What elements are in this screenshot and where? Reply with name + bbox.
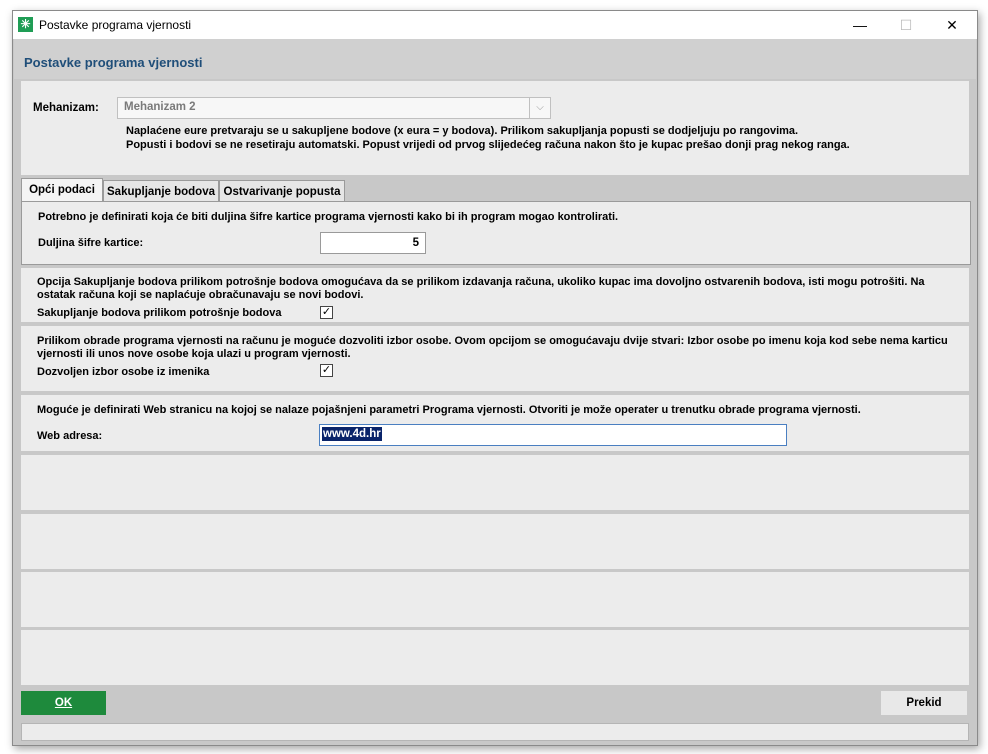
card-length-input[interactable]: 5 xyxy=(320,232,426,254)
person-checkbox-label: Dozvoljen izbor osobe iz imenika xyxy=(37,366,210,378)
mechanism-value: Mehanizam 2 xyxy=(124,101,196,113)
chevron-down-icon[interactable]: ⌵ xyxy=(529,98,550,118)
tab-ostvarivanje-popusta[interactable]: Ostvarivanje popusta xyxy=(219,180,345,203)
mechanism-description-line1: Naplaćene eure pretvaraju se u sakupljene bodove (x eura = y bodova). Prilikom sakupljanja popusti se dodjeljuju po rangovima. xyxy=(126,125,799,137)
status-bar xyxy=(21,723,969,741)
empty-panel-4 xyxy=(21,630,969,685)
cancel-button[interactable]: Prekid xyxy=(881,691,967,715)
web-panel xyxy=(21,395,969,451)
maximize-button: ☐ xyxy=(899,17,913,33)
dialog-window xyxy=(12,10,978,746)
title-bar xyxy=(13,11,977,39)
web-address-label: Web adresa: xyxy=(37,430,103,442)
collect-description-line1: Opcija Sakupljanje bodova prilikom potrošnje bodova omogućava da se prilikom izdavanja računa, ukoliko kupac ima dovoljno ostvarenih bodova, isti mogu potrošiti. Na xyxy=(37,276,925,288)
header-bar xyxy=(14,39,976,79)
page-title: Postavke programa vjernosti xyxy=(24,55,203,70)
web-address-input[interactable] xyxy=(319,424,787,446)
minimize-button[interactable]: — xyxy=(853,17,867,33)
mechanism-description xyxy=(126,124,946,152)
web-description: Moguće je definirati Web stranicu na kojoj se nalaze pojašnjeni parametri Programa vjernosti. Otvoriti je može operater u trenutku obrade programa vjernosti. xyxy=(37,404,861,416)
empty-panel-3 xyxy=(21,572,969,627)
ok-button[interactable]: OK xyxy=(21,691,106,715)
window-title: Postavke programa vjernosti xyxy=(39,18,192,32)
mechanism-description-line2: Popusti i bodovi se ne resetiraju automatski. Popust vrijedi od prvog slijedećeg računa nakon što je kupac prešao donji prag nekog ranga. xyxy=(126,139,850,151)
card-length-label: Duljina šifre kartice: xyxy=(38,237,144,249)
collect-panel xyxy=(21,268,969,322)
collect-checkbox[interactable]: ✓ xyxy=(321,306,332,318)
person-description-line1: Prilikom obrade programa vjernosti na računu je moguće dozvoliti izbor osobe. Ovom opcijom se omogućavaju dvije stvari: Izbor osobe po imenu koja kod sebe nema karticu xyxy=(37,335,948,347)
mechanism-panel xyxy=(21,81,969,175)
web-address-value: www.4d.hr xyxy=(323,428,381,440)
tab-opci-podaci[interactable]: Opći podaci xyxy=(21,178,103,203)
person-description-line2: vjernosti ili unos nove osobe koja ulazi u program vjernosti. xyxy=(37,348,351,360)
empty-panel-1 xyxy=(21,455,969,510)
person-checkbox[interactable]: ✓ xyxy=(321,364,332,376)
person-panel xyxy=(21,326,969,391)
tab-sakupljanje-bodova[interactable]: Sakupljanje bodova xyxy=(103,180,219,203)
empty-panel-2 xyxy=(21,514,969,569)
close-button[interactable]: ✕ xyxy=(946,17,958,33)
app-icon: ✳ xyxy=(18,17,33,32)
mechanism-label: Mehanizam: xyxy=(33,102,99,114)
collect-description-line2: ostatak računa koji se naplaćuje obračunavaju se novi bodovi. xyxy=(37,289,364,301)
general-panel xyxy=(21,201,971,265)
collect-checkbox-label: Sakupljanje bodova prilikom potrošnje bodova xyxy=(37,307,282,319)
mechanism-select[interactable] xyxy=(117,97,551,119)
general-description: Potrebno je definirati koja će biti duljina šifre kartice programa vjernosti kako bi ih program mogao kontrolirati. xyxy=(38,211,619,223)
